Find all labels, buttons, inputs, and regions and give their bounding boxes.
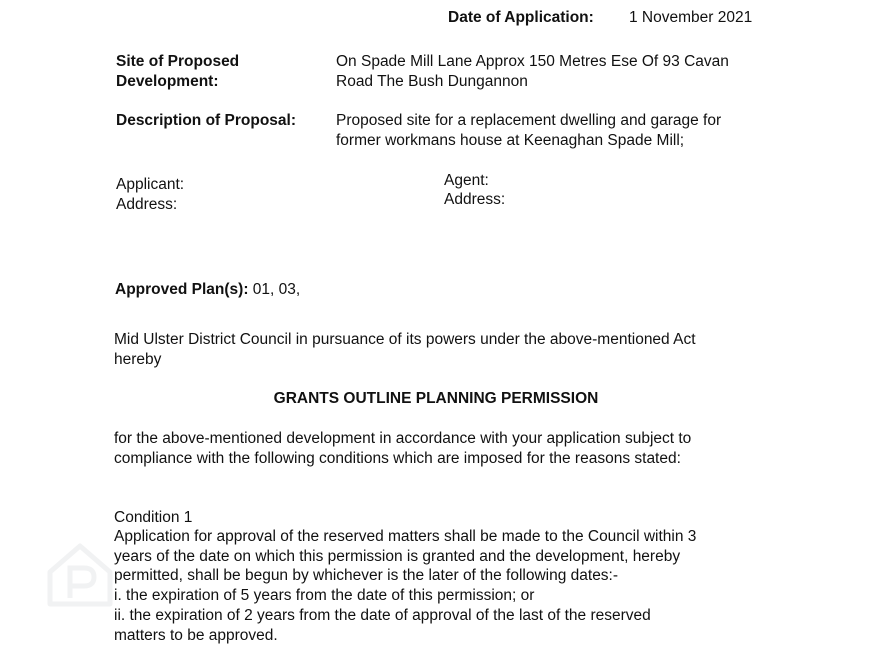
date-of-application-value: 1 November 2021: [629, 9, 753, 26]
applicant-label: Applicant:: [116, 176, 185, 193]
accordance-line2: compliance with the following conditions which are imposed for the reasons stated:: [114, 450, 681, 467]
council-line1: Mid Ulster District Council in pursuance of its powers under the above-mentioned Act: [114, 331, 696, 348]
condition1-line: years of the date on which this permission is granted and the development, hereby: [114, 548, 681, 565]
condition1-line: i. the expiration of 5 years from the date of this permission; or: [114, 587, 535, 604]
approved-plans: [115, 280, 300, 300]
grant-heading: GRANTS OUTLINE PLANNING PERMISSION: [273, 390, 599, 407]
site-value-line1: On Spade Mill Lane Approx 150 Metres Ese Of 93 Cavan: [336, 53, 729, 70]
condition1-title: Condition 1: [114, 509, 193, 526]
condition1-line: Application for approval of the reserved matters shall be made to the Council within 3: [114, 528, 697, 545]
description-value-line2: former workmans house at Keenaghan Spade Mill;: [336, 132, 685, 149]
condition1-line: matters to be approved.: [114, 627, 278, 644]
site-value-line2: Road The Bush Dungannon: [336, 73, 528, 90]
condition1-line: permitted, shall be begun by whichever is the later of the following dates:-: [114, 567, 619, 584]
approved-plans-label: Approved Plan(s):: [115, 281, 249, 298]
council-line2: hereby: [114, 351, 162, 368]
agent-address-label: Address:: [444, 191, 506, 208]
description-value-line1: Proposed site for a replacement dwelling and garage for: [336, 112, 722, 129]
approved-plans-value: 01, 03,: [252, 281, 301, 298]
agent-label: Agent:: [444, 172, 489, 189]
condition1-line: ii. the expiration of 2 years from the date of approval of the last of the reserved: [114, 607, 651, 624]
site-label-line1: Site of Proposed: [116, 53, 240, 70]
property-pal-watermark-icon: [44, 538, 116, 610]
site-label-line2: Development:: [116, 73, 219, 90]
date-of-application-label: Date of Application:: [448, 9, 594, 26]
accordance-line1: for the above-mentioned development in accordance with your application subject to: [114, 430, 692, 447]
description-label: Description of Proposal:: [116, 112, 296, 129]
applicant-address-label: Address:: [116, 196, 178, 213]
